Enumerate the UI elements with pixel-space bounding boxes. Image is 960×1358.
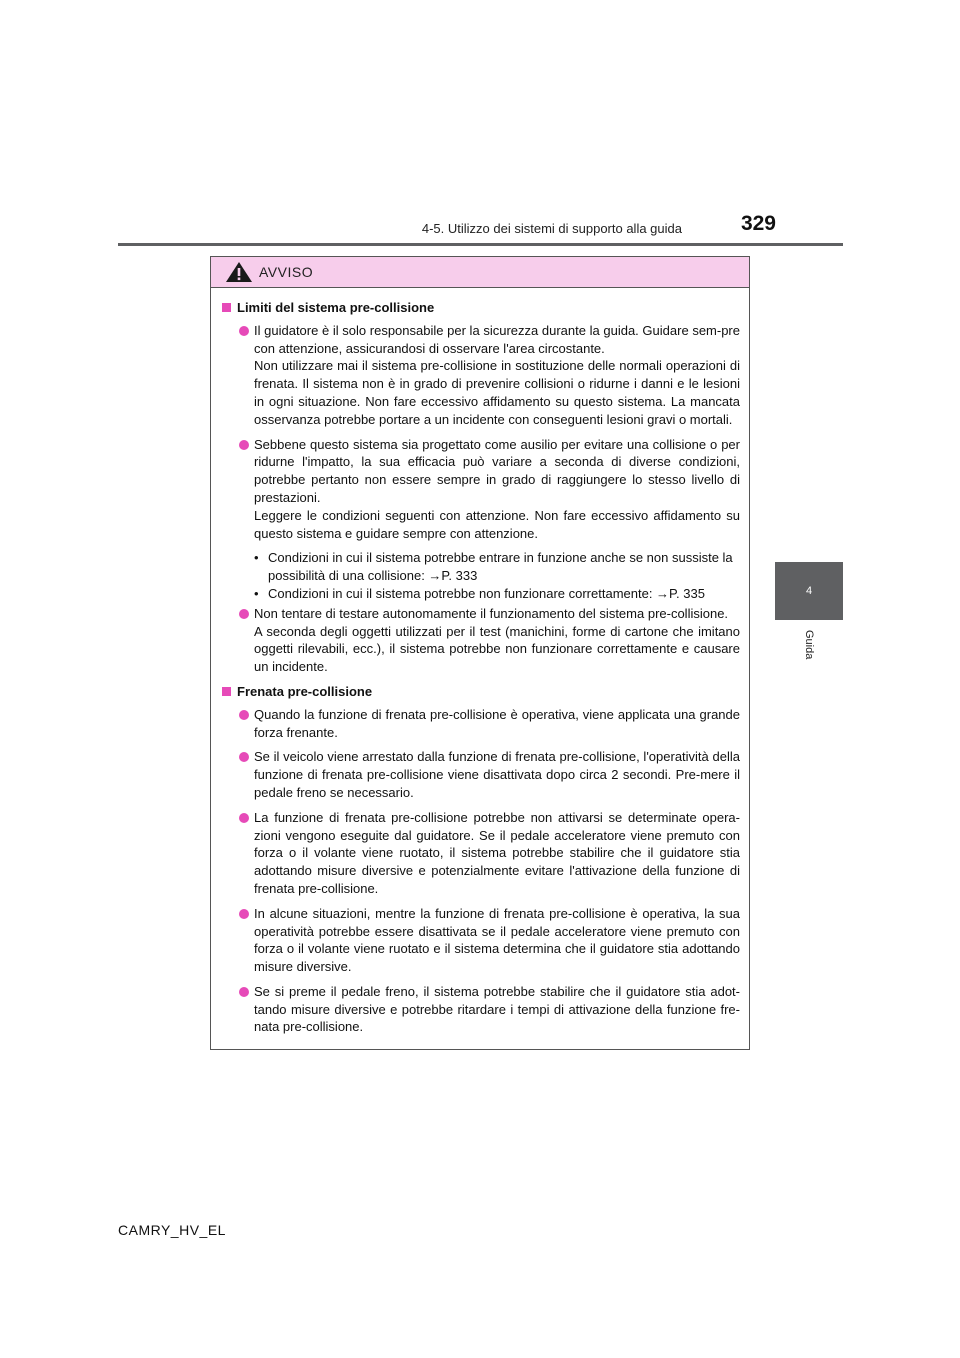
- list-item-text: [254, 322, 740, 429]
- chapter-label: Guida: [803, 630, 815, 660]
- paragraph: Leggere le condizioni seguenti con attenzione. Non fare eccessivo affidamento su questo sistema e guidare sempre con attenzione.: [254, 507, 740, 541]
- section-title: 4-5. Utilizzo dei sistemi di supporto alla guida: [421, 221, 682, 236]
- warning-box: [210, 256, 750, 1050]
- subsection-heading: [222, 299, 740, 317]
- bullet-dot-icon: [239, 440, 249, 450]
- paragraph: La funzione di frenata pre-collisione potrebbe non attivarsi se determinate opera-zioni vengono eseguite dal guidatore. Se il pedale acceleratore viene premuto con forza o il volante viene ruotato, il sistema potrebbe stabilire che il guidatore stia adottando misure diversive e potenzialmente evitare l'attivazione della funzione di frenata pre-collisione.: [254, 809, 740, 896]
- list-item-text: [254, 809, 740, 898]
- list-item: [239, 322, 740, 429]
- paragraph: A seconda degli oggetti utilizzati per il test (manichini, forme di cartone che imitano oggetti rilevabili, ecc.), il sistema potrebbe non funzionare correttamente e causare un incidente.: [254, 623, 740, 675]
- list-item: [239, 905, 740, 976]
- list-item-text: [254, 706, 740, 742]
- list-item-text: [254, 436, 740, 543]
- warning-header: [211, 257, 749, 288]
- list-item-text: [254, 905, 740, 976]
- bullet-dot-icon: [239, 987, 249, 997]
- square-bullet-icon: [222, 687, 231, 696]
- sub-bullet-icon: •: [254, 585, 259, 601]
- paragraph: Non tentare di testare autonomamente il funzionamento del sistema pre-collisione.: [254, 605, 729, 621]
- bullet-dot-icon: [239, 326, 249, 336]
- subsection-heading-text: Limiti del sistema pre-collisione: [237, 300, 435, 315]
- bullet-dot-icon: [239, 813, 249, 823]
- bullet-dot-icon: [239, 710, 249, 720]
- sub-list-item-text: Condizioni in cui il sistema potrebbe non funzionare correttamente: →P. 335: [268, 585, 705, 601]
- list-item-text: [254, 983, 740, 1036]
- bullet-dot-icon: [239, 752, 249, 762]
- list-item-text: [254, 605, 740, 676]
- list-item: [239, 748, 740, 801]
- subsection-heading-text: Frenata pre-collisione: [237, 683, 373, 699]
- sub-list: [254, 549, 740, 602]
- sub-list-item-text: Condizioni in cui il sistema potrebbe entrare in funzione anche se non sussiste la possibilità di una collisione: →P. 333: [268, 550, 733, 584]
- bullet-dot-icon: [239, 609, 249, 619]
- page-number: 329: [740, 212, 776, 235]
- chapter-tab: 4: [775, 562, 843, 620]
- paragraph: In alcune situazioni, mentre la funzione di frenata pre-collisione è operativa, la sua operatività potrebbe essere disattivata se il pedale acceleratore viene premuto con forza o il volante viene ruotato e il sistema determina che il guidatore stia adottando misure diversive.: [254, 905, 740, 975]
- warning-body: [211, 288, 749, 1036]
- warning-triangle-icon: [225, 261, 253, 283]
- footer-code: CAMRY_HV_EL: [118, 1222, 226, 1238]
- list-item: [239, 809, 740, 898]
- paragraph: Se il veicolo viene arrestato dalla funzione di frenata pre-collisione, l'operatività della funzione di frenata pre-collisione viene disattivata dopo circa 2 secondi. Pre-mere il pedale freno se necessario.: [254, 749, 740, 800]
- list-item: [239, 983, 740, 1036]
- sub-list-item: [254, 549, 740, 585]
- paragraph: Quando la funzione di frenata pre-collisione è operativa, viene applicata una grande forza frenante.: [254, 706, 740, 740]
- sub-list-item: [254, 585, 740, 603]
- warning-title: AVVISO: [259, 264, 314, 280]
- sub-bullet-icon: •: [254, 550, 259, 566]
- list-item-text: [254, 748, 740, 801]
- paragraph: Non utilizzare mai il sistema pre-collisione in sostituzione delle normali operazioni di frenata. Il sistema non è in grado di prevenire collisioni o ridurne i danni e le lesioni in ogni situazione. Non fare eccessivo affidamento su questo sistema. La mancata osservanza potrebbe portare a un incidente con conseguenti lesioni gravi o mortali.: [254, 358, 740, 427]
- list-item: [239, 436, 740, 543]
- list-item: [239, 605, 740, 676]
- paragraph: Se si preme il pedale freno, il sistema potrebbe stabilire che il guidatore stia adot-tando misure diversive e potrebbe ritardare i tempi di attivazione della funzione fre-nata pre-collisione.: [254, 983, 740, 1035]
- square-bullet-icon: [222, 303, 231, 312]
- paragraph: Il guidatore è il solo responsabile per la sicurezza durante la guida. Guidare sem-pre con attenzione, assicurandosi di osservare l'area circostante.: [254, 322, 740, 356]
- list-item: [239, 706, 740, 742]
- bullet-dot-icon: [239, 909, 249, 919]
- header-rule: [118, 243, 843, 246]
- subsection-heading: [222, 683, 740, 701]
- paragraph: Sebbene questo sistema sia progettato come ausilio per evitare una collisione o per ridurne l'impatto, la sua efficacia può variare a seconda di diverse condizioni, potrebbe pertanto non essere sempre in grado di raggiungere lo stesso livello di prestazioni.: [254, 436, 740, 505]
